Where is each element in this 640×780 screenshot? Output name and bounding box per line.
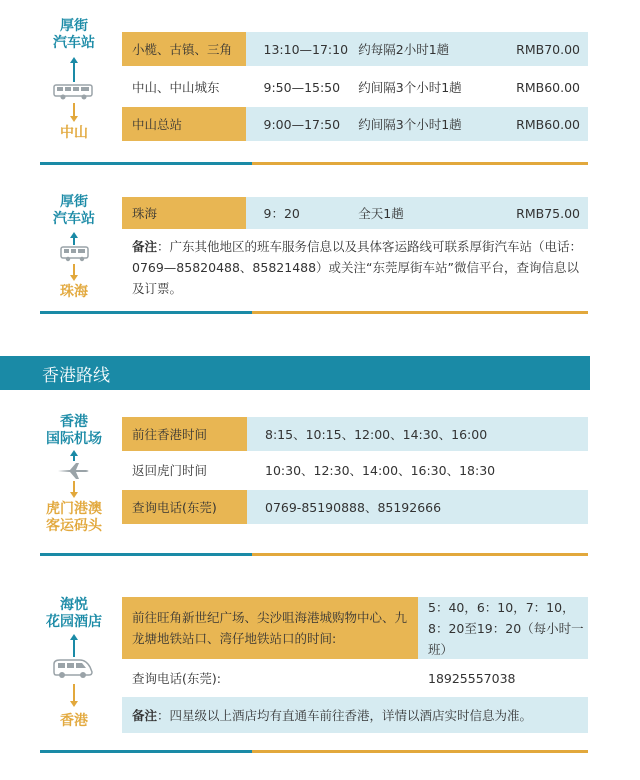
route-line [73,62,75,82]
note-label: 备注 [132,708,158,723]
destination-cell: 中山、中山城东 [132,80,220,95]
destination-cell: 小榄、古镇、三角 [122,32,246,66]
time-cell: 13:10—17:10 [263,41,349,57]
table-row [122,453,588,487]
van-icon [52,658,94,680]
airplane-icon [56,462,92,480]
arrow-down-icon [70,701,78,707]
note-label: 备注 [132,239,158,254]
phone-value: 18925557038 [428,670,516,686]
note-hotel [122,697,588,733]
route-times: 5：40，6：10，7：10， 8：20至19：20（每小时一班） [428,599,584,657]
row-value: 0769-85190888、85192666 [265,500,442,515]
row-label: 前往香港时间 [122,417,247,451]
row-label: 查询电话(东莞) [122,490,247,524]
table-row [122,197,588,229]
table-row [122,32,588,66]
section-divider [40,750,588,753]
note-text: ：四星级以上酒店均有直通车前往香港，详情以酒店实时信息为准。 [157,708,533,723]
destination-cell: 中山总站 [122,107,246,141]
destination-label-zhongshan: 中山 [60,125,88,141]
table-row [122,597,588,659]
destination-label-humen: 虎门港澳 客运码头 [46,501,102,534]
price-cell: RMB70.00 [516,41,580,57]
price-cell: RMB60.00 [516,116,580,132]
route-line [73,639,75,657]
destination-cell: 珠海 [122,197,246,229]
row-value: 8:15、10:15、12:00、14:30、16:00 [265,427,488,442]
bus-icon [53,83,95,101]
table-row [122,417,588,451]
frequency-cell: 约每隔2小时1趟 [358,42,450,57]
frequency-cell: 约间隔3个小时1趟 [358,80,462,95]
origin-label-houjie-2: 厚街 汽车站 [53,194,95,227]
note-text: ：广东其他地区的班车服务信息以及具体客运路线可联系厚街汽车站（电话：0769—85820488、85821488）或关注“东莞厚街车站”微信平台，查询信息以及订票。 [132,239,583,296]
table-row [122,490,588,524]
table-row [122,107,588,141]
route-line [73,684,75,702]
origin-label-hk-airport: 香港 国际机场 [46,414,102,447]
frequency-cell: 全天1趟 [358,206,404,221]
time-cell: 9:00—17:50 [263,116,341,132]
section-divider [40,162,588,165]
price-cell: RMB60.00 [516,79,580,95]
frequency-cell: 约间隔3个小时1趟 [358,117,462,132]
phone-label: 查询电话(东莞): [132,671,221,686]
destination-label-hongkong: 香港 [60,713,88,729]
time-cell: 9：20 [263,206,300,221]
origin-label-haiyue-hotel: 海悦 花园酒店 [46,597,102,630]
route-line [73,103,75,117]
row-value: 10:30、12:30、14:00、16:30、18:30 [265,463,496,478]
banner-title: 香港路线 [42,365,110,386]
arrow-down-icon [70,492,78,498]
section-banner-hongkong [0,356,590,390]
time-cell: 9:50—15:50 [263,79,341,95]
section-divider [40,553,588,556]
bus-icon [60,246,90,262]
route-label: 前往旺角新世纪广场、尖沙咀海港城购物中心、九龙塘地铁站口、湾仔地铁站口的时间: [122,597,418,659]
section-divider [40,311,588,314]
arrow-down-icon [70,116,78,122]
route-line [73,455,75,461]
table-row [122,70,588,104]
price-cell: RMB75.00 [516,205,580,221]
destination-label-zhuhai: 珠海 [60,284,88,300]
arrow-down-icon [70,275,78,281]
route-line [73,237,75,245]
note-zhuhai [122,236,588,299]
origin-label-houjie-1: 厚街 汽车站 [53,18,95,51]
table-row [122,663,588,693]
row-label: 返回虎门时间 [132,463,208,478]
